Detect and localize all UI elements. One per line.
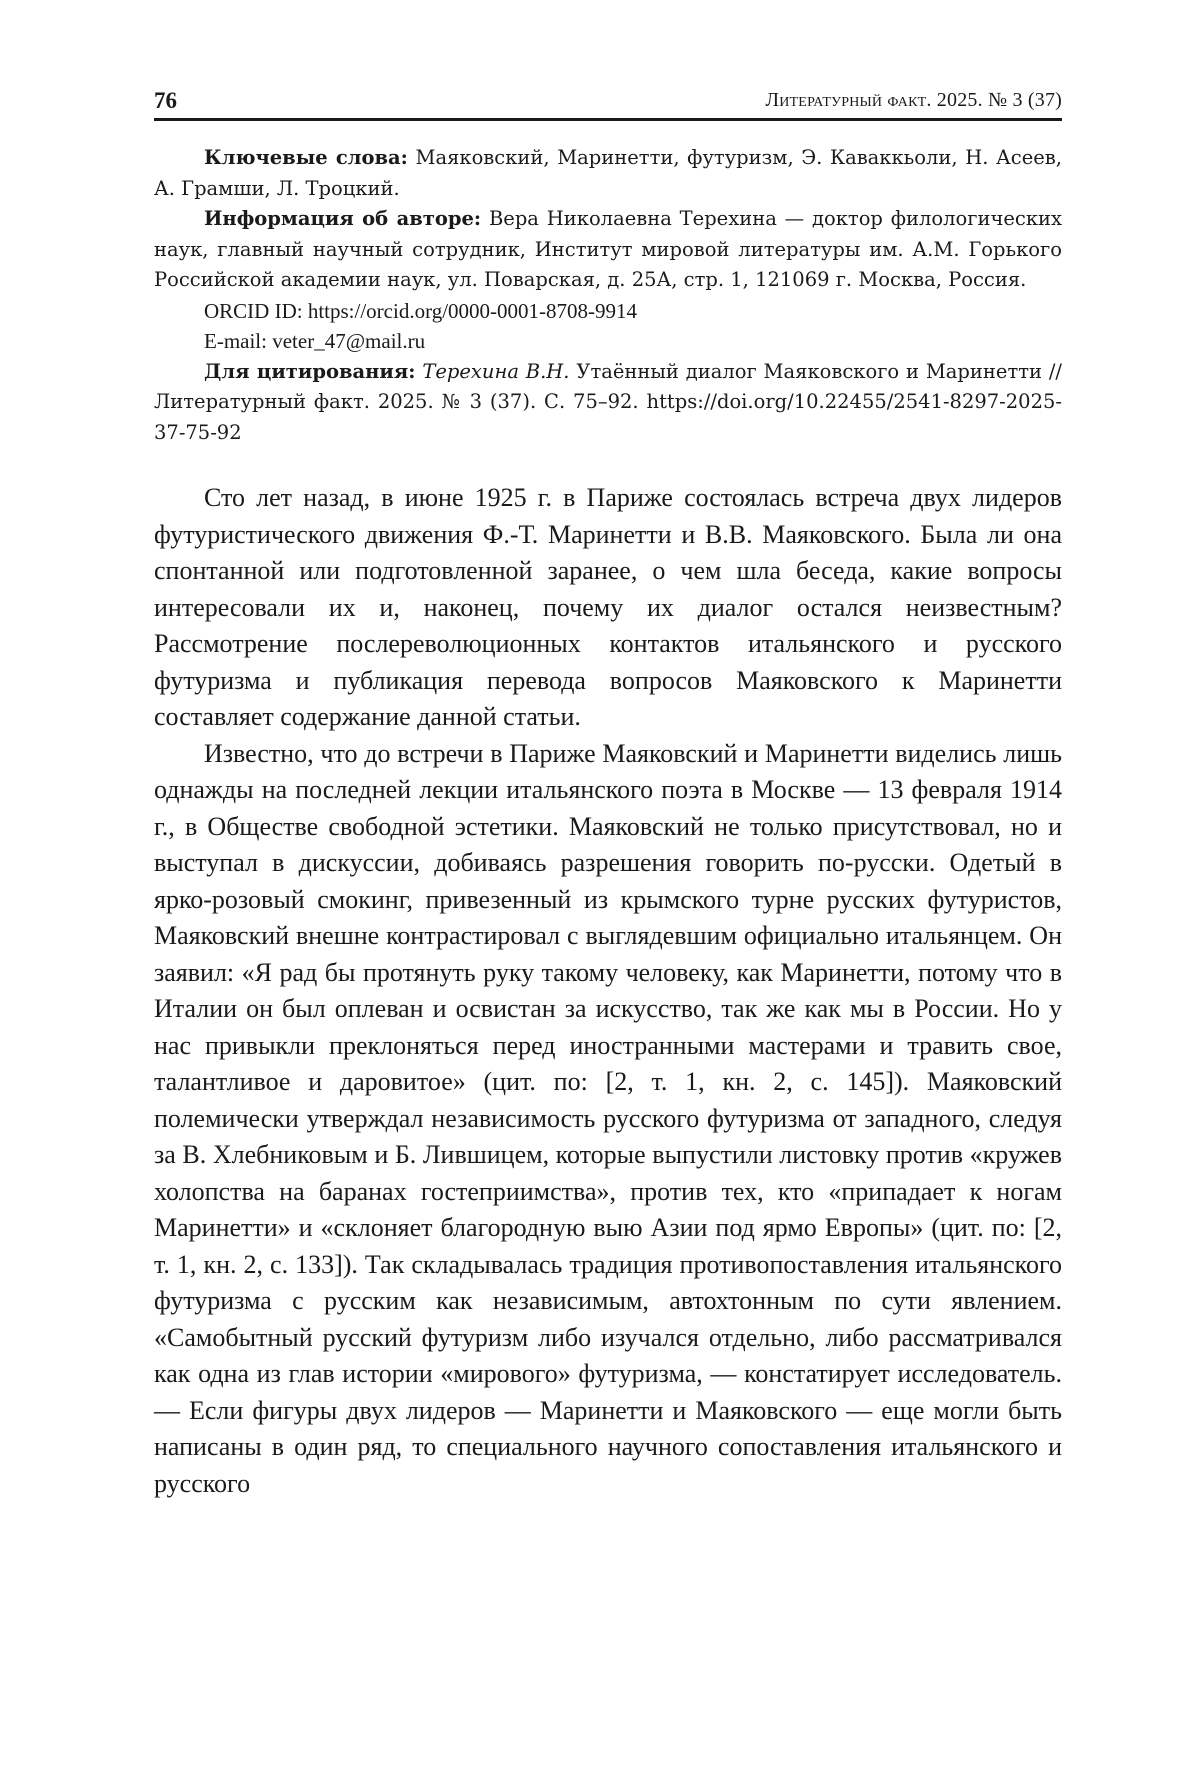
page-number: 76 [154, 88, 177, 113]
keywords-label: Ключевые слова: [204, 146, 408, 169]
author-info-label: Информация об авторе: [204, 207, 482, 230]
author-info-text: Вера Николаевна Терехина — доктор филологических наук, главный научный сотрудник, Институт мировой литературы им. А.М. Горького Российской академии наук, ул. Поварская, д. 25А, стр. 1, 121069 г. Москва, Россия. [154, 207, 1062, 291]
journal-page [154, 78, 1062, 1502]
citation-authors: Терехина В.Н. [422, 359, 570, 383]
orcid-line: ORCID ID: https://orcid.org/0000-0001-8708-9914 [204, 298, 638, 323]
journal-title: Литературный факт. 2025. № 3 (37) [765, 89, 1062, 111]
body-paragraph-2: Известно, что до встречи в Париже Маяковский и Маринетти виделись лишь однажды на последней лекции итальянского поэта в Москве — 13 февраля 1914 г., в Обществе свободной эстетики. Маяковский не только присутствовал, но и выступал в дискуссии, добиваясь разрешения говорить по-русски. Одетый в ярко-розовый смокинг, привезенный из крымского турне русских футуристов, Маяковский внешне контрастировал с выглядевшим официально итальянцем. Он заявил: «Я рад бы протянуть руку такому человеку, как Маринетти, потому что в Италии он был оплеван и освистан за искусство, так же как мы в России. Но у нас привыкли преклоняться перед иностранными мастерами и травить свое, талантливое и даровитое» (цит. по: [2, т. 1, кн. 2, с. 145]). Маяковский полемически утверждал независимость русского футуризма от западного, следуя за В. Хлебниковым и Б. Лившицем, которые выпустили листовку против «кружев холопства на баранах гостеприимства», против тех, кто «припадает к ногам Маринетти» и «склоняет благородную выю Азии под ярмо Европы» (цит. по: [2, т. 1, кн. 2, с. 133]). Так складывалась традиция противопоставления итальянского футуризма с русским как независимым, автохтонным по сути явлением. «Самобытный русский футуризм либо изучался отдельно, либо рассматривался как одна из глав истории «мирового» футуризма, — констатирует исследователь. — Если фигуры двух лидеров — Маринетти и Маяковского — еще могли быть написаны в один ряд, то специального научного сопоставления итальянского и русского [154, 738, 1062, 1498]
body-paragraph-1: Сто лет назад, в июне 1925 г. в Париже состоялась встреча двух лидеров футуристического движения Ф.-Т. Маринетти и В.В. Маяковского. Была ли она спонтанной или подготовленной заранее, о чем шла беседа, какие вопросы интересовали их и, наконец, почему их диалог остался неизвестным? Рассмотрение послереволюционных контактов итальянского и русского футуризма и публикация перевода вопросов Маяковского к Маринетти составляет содержание данной статьи. [154, 483, 1062, 731]
running-header [154, 78, 1062, 121]
citation-text: Утаённый диалог Маяковского и Маринетти // Литературный факт. 2025. № 3 (37). С. 75–92. https://doi.org/10.22455/2541-8297-2025-37-75-92 [154, 359, 1062, 444]
citation-label: Для цитирования: [204, 359, 416, 383]
keywords-text: Маяковский, Маринетти, футуризм, Э. Каваккьоли, Н. Асеев, А. Грамши, Л. Троцкий. [154, 146, 1062, 200]
author-info-block [154, 204, 1062, 296]
email-line: E-mail: veter_47@mail.ru [204, 329, 426, 353]
keywords-block [154, 143, 1062, 204]
article-body [154, 480, 1062, 1502]
article-metadata [154, 143, 1062, 448]
citation-block [154, 357, 1062, 449]
